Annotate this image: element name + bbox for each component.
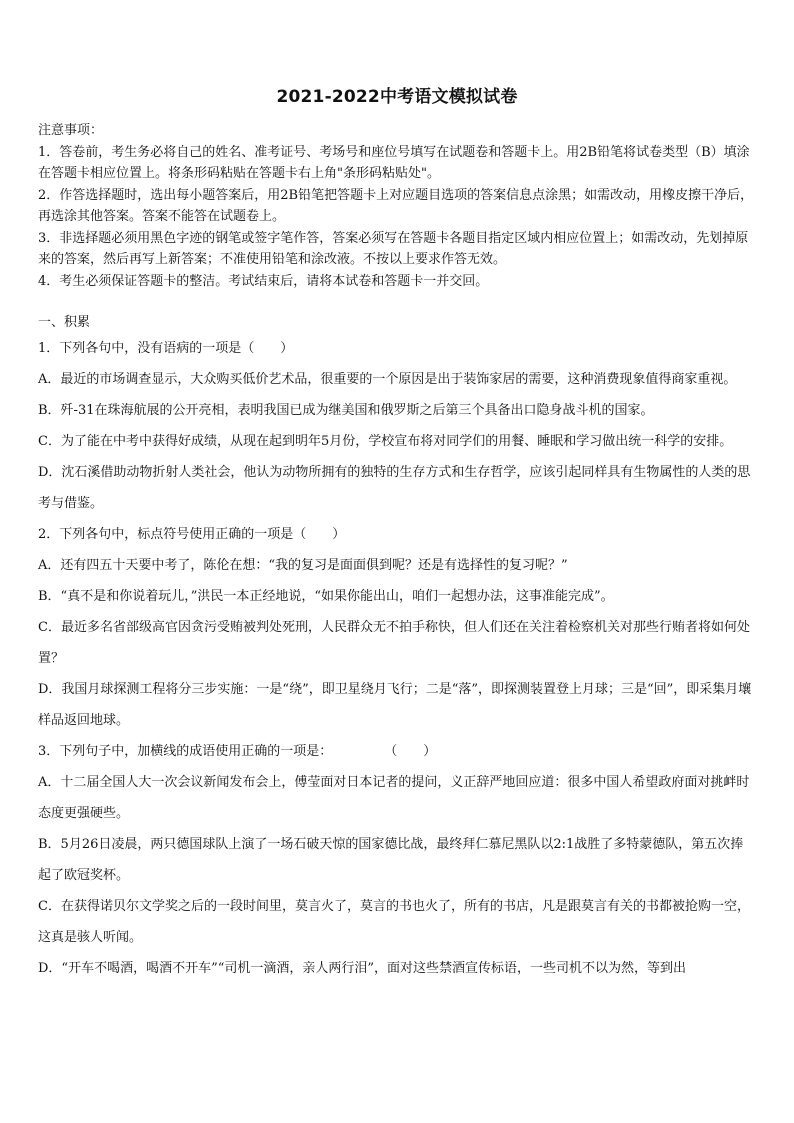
notice-item: 4．考生必须保证答题卡的整洁。考试结束后，请将本试卷和答题卡一并交回。: [38, 273, 489, 289]
question-2: [38, 519, 756, 736]
option-d: D．“开车不喝酒，喝酒不开车”“司机一滴酒，亲人两行泪”，面对这些禁酒宣传标语，一些司机不以为然，等到出: [38, 961, 687, 976]
page-title: 2021-2022中考语文模拟试卷: [276, 87, 518, 107]
option-a: A．最近的市场调查显示，大众购买低价艺术品，很重要的一个原因是出于装饰家居的需要，这种消费现象值得商家重视。: [38, 372, 737, 387]
notice-heading: 注意事项：: [38, 123, 104, 138]
option-d: D．沈石溪借助动物折射人类社会，他认为动物所拥有的独特的生存方式和生存哲学，应该引起同样具有生物属性的人类的思考与借鉴。: [38, 465, 751, 511]
question-3: [38, 736, 756, 984]
question-1: [38, 333, 756, 519]
option-b: B．歼-31在珠海航展的公开亮相，表明我国已成为继美国和俄罗斯之后第三个具备出口隐身战斗机的国家。: [38, 403, 654, 418]
option-c: C．在获得诺贝尔文学奖之后的一段时间里，莫言火了，莫言的书也火了，所有的书店，凡是跟莫言有关的书都被抢购一空，这真是骇人听闻。: [38, 899, 750, 945]
question-stem: 2．下列各句中，标点符号使用正确的一项是（ ）: [38, 527, 346, 542]
option-c: C．最近多名省部级高官因贪污受贿被判处死刑，人民群众无不拍手称快，但人们还在关注着检察机关对那些行贿者将如何处置？: [38, 620, 750, 666]
option-b: B．“真不是和你说着玩儿，”洪民一本正经地说，“如果你能出山，咱们一起想办法，这事准能完成”。: [38, 589, 614, 604]
question-stem: 3．下列句子中，加横线的成语使用正确的一项是： （ ）: [38, 744, 437, 759]
question-stem: 1．下列各句中，没有语病的一项是（ ）: [38, 341, 294, 356]
notice-block: [38, 120, 756, 292]
option-b: B．5月26日凌晨，两只德国球队上演了一场石破天惊的国家德比战，最终拜仁慕尼黑队以2:1战胜了多特蒙德队，第五次捧起了欧冠奖杯。: [38, 837, 744, 883]
option-c: C．为了能在中考中获得好成绩，从现在起到明年5月份，学校宣布将对同学们的用餐、睡眠和学习做出统一科学的安排。: [38, 434, 733, 449]
option-a: A．十二届全国人大一次会议新闻发布会上，傅莹面对日本记者的提问，义正辞严地回应道：很多中国人希望政府面对挑衅时态度更强硬些。: [38, 775, 750, 821]
notice-item: 3．非选择题必须用黑色字迹的钢笔或签字笔作答，答案必须写在答题卡各题目指定区域内相应位置上；如需改动，先划掉原来的答案，然后再写上新答案；不准使用铅笔和涂改液。不按以上要求作答无效。: [38, 230, 749, 267]
section-heading: 一、积累: [38, 315, 91, 330]
option-d: D．我国月球探测工程将分三步实施：一是“绕”，即卫星绕月飞行；二是“落”，即探测装置登上月球；三是“回”，即采集月壤样品返回地球。: [38, 682, 752, 728]
notice-item: 2．作答选择题时，选出每小题答案后，用2B铅笔把答题卡上对应题目选项的答案信息点涂黑；如需改动，用橡皮擦干净后，再选涂其他答案。答案不能答在试题卷上。: [38, 187, 754, 224]
option-a: A．还有四五十天要中考了，陈伦在想：“我的复习是面面俱到呢？还是有选择性的复习呢？”: [38, 558, 568, 573]
notice-item: 1．答卷前，考生务必将自己的姓名、准考证号、考场号和座位号填写在试题卷和答题卡上。用2B铅笔将试卷类型（B）填涂在答题卡相应位置上。将条形码粘贴在答题卡右上角"条形码粘贴处"。: [38, 144, 750, 181]
